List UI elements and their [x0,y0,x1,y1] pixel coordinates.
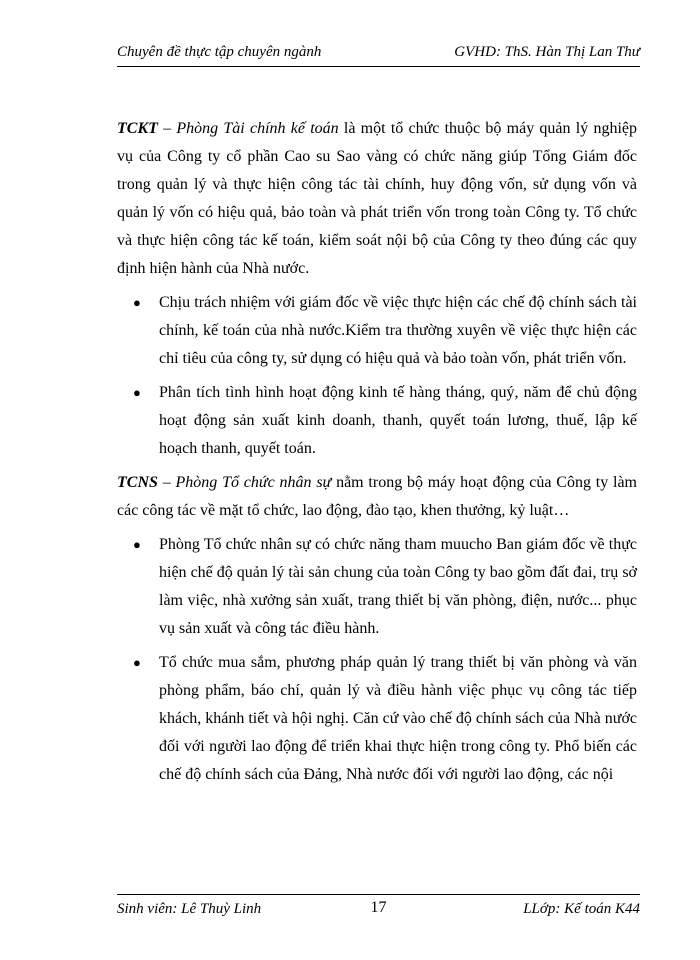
section-tcns-bullets [117,531,637,789]
list-item-text: Tổ chức mua sắm, phương pháp quản lý trang thiết bị văn phòng và văn phòng phẩm, báo chí, quản lý và điều hành việc phục vụ công tác tiếp khách, khánh tiết và hội nghị. Căn cứ vào chế độ chính sách của Nhà nước đối với người lao động để triển khai thực hiện trong công ty. Phổ biến các chế độ chính sách của Đảng, Nhà nước đối với người lao động, các nội [159,654,637,783]
section-tcns-text: nằm trong bộ máy hoạt động của Công ty làm các công tác về mặt tổ chức, lao động, đào tạo, khen thưởng, kỷ luật… [117,474,638,519]
term-dash: – [157,474,176,491]
page-body [117,115,637,795]
header-supervisor: GVHD: ThS. Hàn Thị Lan Thư [454,44,640,60]
section-tckt-bullets [117,289,637,463]
header-course-title: Chuyên đề thực tập chuyên ngành [117,44,322,60]
list-item [117,531,637,643]
list-item-text: Chịu trách nhiệm với giám đốc về việc thực hiện các chế độ chính sách tài chính, kế toán của nhà nước.Kiểm tra thường xuyên về việc thực hiện các chỉ tiêu của công ty, sử dụng có hiệu quả và bảo toàn vốn, phát triển vốn. [159,294,637,367]
bullet-icon: ● [133,295,141,310]
list-item-text: Phòng Tổ chức nhân sự có chức năng tham muucho Ban giám đốc về thực hiện chế độ quản lý tài sản chung của toàn Công ty bao gồm đất đai, trụ sở làm việc, nhà xưởng sản xuất, trang thiết bị văn phòng, điện, nước... phục vụ sản xuất và công tác điều hành. [159,536,637,637]
term-tcns: TCNS [117,474,158,491]
bullet-icon: ● [133,537,141,552]
page-footer [117,894,640,925]
section-tcns-intro [117,469,637,525]
term-tckt-desc: Phòng Tài chính kế toán [176,120,339,137]
list-item [117,379,637,463]
list-item-text: Phân tích tình hình hoạt động kinh tế hàng tháng, quý, năm để chủ động hoạt động sản xuất kinh doanh, thanh, quyết toán lương, thuế, lập kế hoạch thanh, quyết toán. [159,384,637,457]
page-header [117,40,640,67]
section-tckt-text: là một tổ chức thuộc bộ máy quản lý nghiệp vụ của Công ty cổ phần Cao su Sao vàng có chức năng giúp Tổng Giám đốc trong quản lý và thực hiện công tác tài chính, huy động vốn, sử dụng vốn và quản lý vốn có hiệu quả, bảo toàn và phát triển vốn trong toàn Công ty. Tổ chức và thực hiện công tác kế toán, kiểm soát nội bộ của Công ty theo đúng các quy định hiện hành của Nhà nước. [117,120,638,277]
bullet-icon: ● [133,655,141,670]
section-tckt-intro [117,115,637,283]
footer-class-name: LLớp: Kế toán K44 [523,901,640,917]
list-item [117,649,637,789]
bullet-icon: ● [133,385,141,400]
term-tcns-desc: Phòng Tổ chức nhân sự [175,474,332,491]
list-item [117,289,637,373]
footer-student-name: Sinh viên: Lê Thuỳ Linh [117,901,262,917]
term-dash: – [157,120,177,137]
term-tckt: TCKT [117,120,158,137]
page-number: 17 [370,899,387,916]
